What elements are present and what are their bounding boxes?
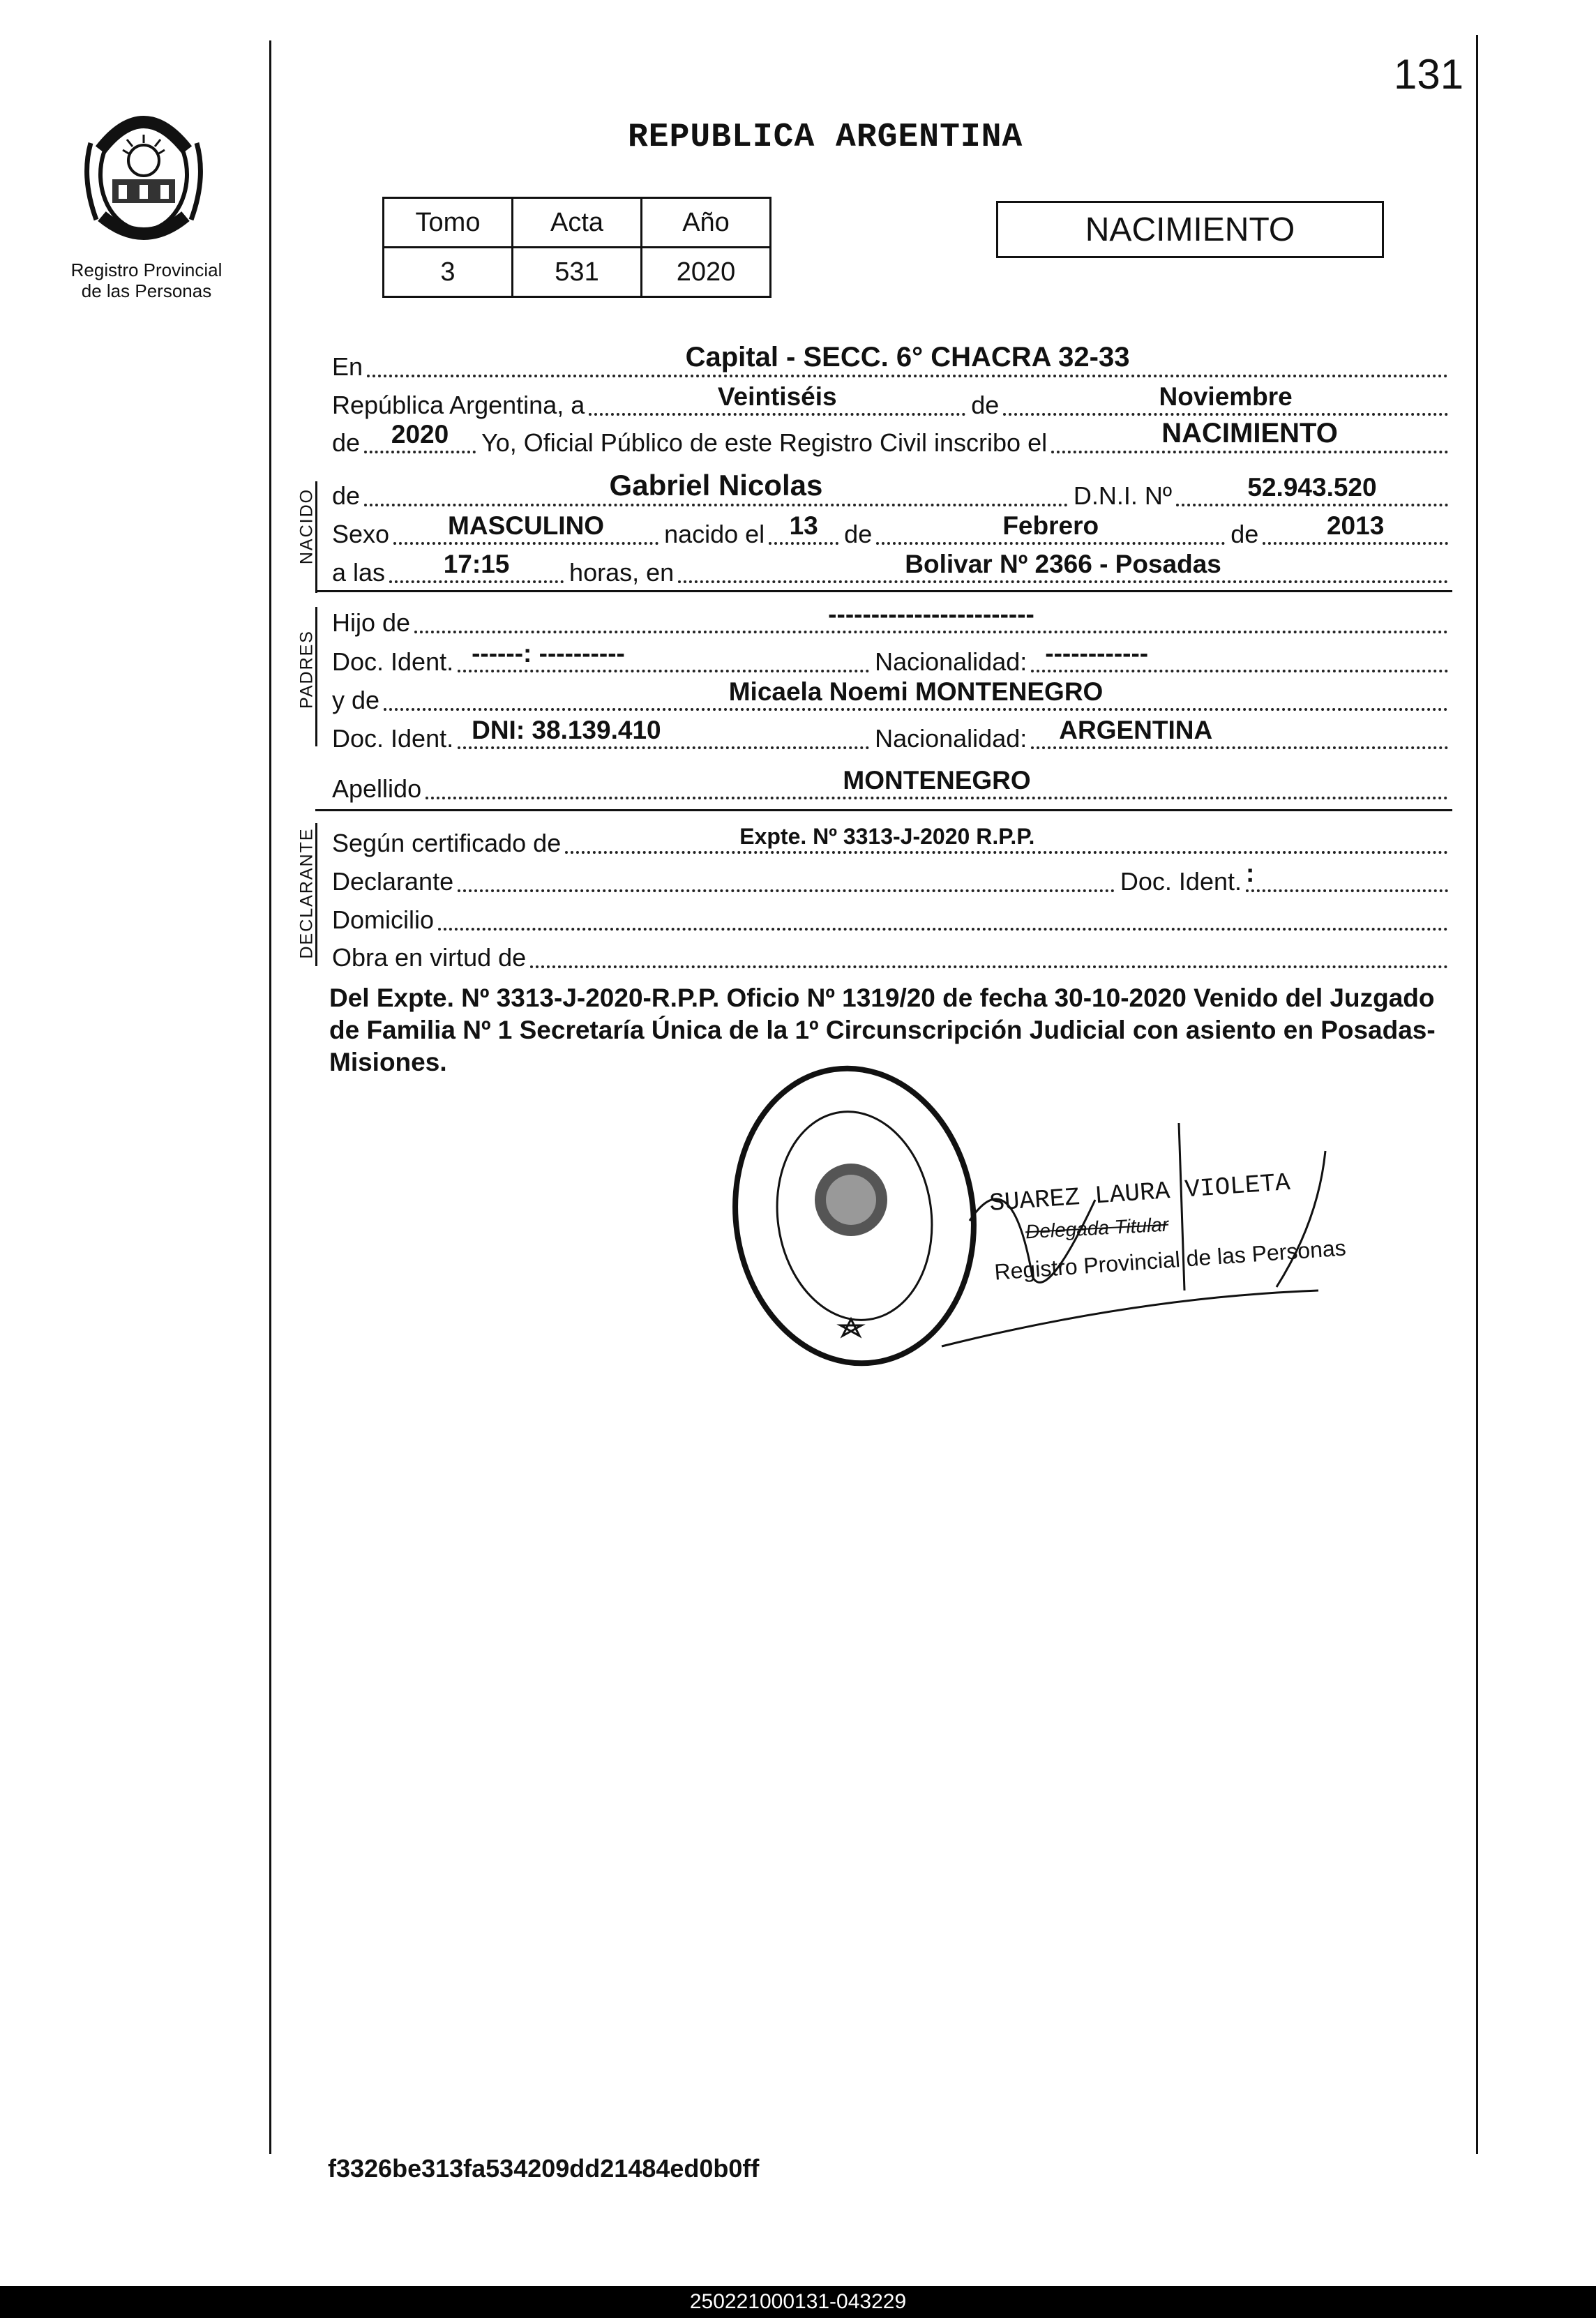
marginal-note: Del Expte. Nº 3313-J-2020-R.P.P. Oficio Nº 1319/20 de fecha 30-10-2020 Venido del Juzgado de Familia Nº 1 Secretaría Única de la 1º Circunscripción Judicial con asiento en Posadas-Misiones. xyxy=(329,984,1436,1076)
apellido-field xyxy=(426,766,1448,799)
anio-value: 2020 xyxy=(642,248,771,297)
madre-doc-field xyxy=(458,718,869,749)
lugar-nac-field xyxy=(678,552,1448,583)
act-type-box: NACIMIENTO xyxy=(996,201,1384,258)
dia-nac-value: 13 xyxy=(789,511,818,540)
inscribo-field xyxy=(1051,418,1448,453)
padres-side-label: PADRES xyxy=(296,630,317,709)
apellido-divider xyxy=(315,809,1452,811)
lugar-nac-value: Bolivar Nº 2366 - Posadas xyxy=(905,550,1221,578)
nacido-divider xyxy=(315,590,1452,592)
nombre-field xyxy=(364,469,1068,506)
padre-nac-value: ------------ xyxy=(1045,639,1149,668)
document-hash: f3326be313fa534209dd21484ed0b0ff xyxy=(328,2154,760,2183)
right-margin-line xyxy=(1476,35,1478,2154)
row-declarante xyxy=(332,860,1448,896)
madre-field xyxy=(384,677,1448,711)
row-nombre xyxy=(332,469,1448,511)
dni-label: D.N.I. Nº xyxy=(1073,481,1172,510)
madre-nac-value: ARGENTINA xyxy=(1059,716,1213,744)
row-republica xyxy=(332,384,1448,420)
segun-field xyxy=(565,823,1448,854)
mes-value: Noviembre xyxy=(1159,382,1293,411)
row-segun xyxy=(332,822,1448,858)
signer-name: SUAREZ LAURA VIOLETA xyxy=(988,1168,1291,1219)
republica-label: República Argentina, a xyxy=(332,391,585,419)
apellido-value: MONTENEGRO xyxy=(843,766,1031,795)
sexo-value: MASCULINO xyxy=(448,511,605,540)
mes-field xyxy=(1003,382,1448,416)
padre-value: ------------------------ xyxy=(828,600,1034,629)
tomo-header: Tomo xyxy=(384,198,513,248)
issuer-name-line1: Registro Provincial xyxy=(70,259,223,280)
decl-doc-value: : xyxy=(1246,859,1255,887)
reference-table xyxy=(382,197,771,298)
anio-nac-field xyxy=(1263,511,1448,545)
domicilio-field xyxy=(438,900,1448,931)
padre-field xyxy=(414,600,1448,633)
nacido-el-label: nacido el xyxy=(664,520,765,548)
nacido-side-label: NACIDO xyxy=(296,488,317,565)
row-y-de xyxy=(332,679,1448,715)
domicilio-label: Domicilio xyxy=(332,905,435,934)
inscribo-value: NACIMIENTO xyxy=(1161,418,1338,449)
mes-nac-field xyxy=(876,511,1225,545)
nac-de-label: de xyxy=(844,520,873,548)
en-label: En xyxy=(332,352,363,381)
segun-label: Según certificado de xyxy=(332,829,562,857)
lugar-value: Capital - SECC. 6° CHACRA 32-33 xyxy=(685,342,1130,372)
signer-org: Registro Provincial de las Personas xyxy=(993,1235,1347,1285)
madre-doc-value: DNI: 38.139.410 xyxy=(472,716,661,744)
declarante-label: Declarante xyxy=(332,867,454,896)
row-apellido xyxy=(332,767,1448,804)
nacido-de-label: de xyxy=(332,481,361,510)
padre-doc-label: Doc. Ident. xyxy=(332,647,454,676)
decl-doc-field xyxy=(1246,861,1448,892)
dia-nac-field xyxy=(769,511,838,545)
padre-doc-field xyxy=(458,639,869,672)
de-label-2: de xyxy=(332,428,361,457)
row-domicilio xyxy=(332,898,1448,935)
dni-value: 52.943.520 xyxy=(1247,473,1377,502)
de-label: de xyxy=(971,391,1000,419)
left-margin-line xyxy=(269,40,271,2154)
a-las-label: a las xyxy=(332,558,386,587)
document-title: REPUBLICA ARGENTINA xyxy=(628,119,1023,156)
hora-value: 17:15 xyxy=(443,550,510,578)
declarante-field xyxy=(458,861,1115,892)
acta-value: 531 xyxy=(513,248,642,297)
acta-header: Acta xyxy=(513,198,642,248)
madre-value: Micaela Noemi MONTENEGRO xyxy=(728,677,1104,706)
row-madre-doc xyxy=(332,717,1448,753)
madre-nac-label: Nacionalidad: xyxy=(875,724,1027,753)
hijo-de-label: Hijo de xyxy=(332,608,411,637)
dia-field xyxy=(589,382,965,416)
obra-field xyxy=(530,938,1448,968)
anio-nac-value: 2013 xyxy=(1326,511,1385,540)
row-anio xyxy=(332,418,1448,458)
decl-doc-label: Doc. Ident. xyxy=(1120,867,1242,896)
province-emblem xyxy=(81,101,206,251)
apellido-label: Apellido xyxy=(332,774,422,803)
row-en xyxy=(332,342,1448,382)
row-hora xyxy=(332,551,1448,587)
row-hijo-de xyxy=(332,601,1448,638)
padre-doc-value: ------: ---------- xyxy=(472,639,625,668)
declarante-side-label: DECLARANTE xyxy=(296,827,317,959)
mes-nac-value: Febrero xyxy=(1002,511,1099,540)
page-number: 131 xyxy=(1394,51,1464,98)
horas-en-label: horas, en xyxy=(569,558,675,587)
row-padre-doc xyxy=(332,640,1448,677)
yo-text: Yo, Oficial Público de este Registro Civil inscribo el xyxy=(481,428,1048,457)
lugar-field xyxy=(367,342,1448,377)
segun-value: Expte. Nº 3313-J-2020 R.P.P. xyxy=(739,824,1035,849)
row-sexo xyxy=(332,513,1448,549)
dni-field xyxy=(1176,473,1448,506)
anio-field xyxy=(364,420,476,453)
signer-role: Delegada Titular xyxy=(1025,1213,1169,1243)
madre-nac-field xyxy=(1031,718,1448,749)
issuer-name-line2: de las Personas xyxy=(81,280,212,301)
dia-value: Veintiséis xyxy=(717,382,837,411)
sexo-field xyxy=(393,511,658,545)
row-obra xyxy=(332,936,1448,972)
anio-header: Año xyxy=(642,198,771,248)
sexo-label: Sexo xyxy=(332,520,390,548)
bottom-id-bar: 250221000131-043229 xyxy=(0,2286,1596,2318)
madre-doc-label: Doc. Ident. xyxy=(332,724,454,753)
y-de-label: y de xyxy=(332,686,380,714)
hora-field xyxy=(389,552,564,583)
padre-nac-field xyxy=(1031,639,1448,672)
obra-label: Obra en virtud de xyxy=(332,943,527,972)
tomo-value: 3 xyxy=(384,248,513,297)
anio-value: 2020 xyxy=(391,420,449,449)
nac-de-label-2: de xyxy=(1230,520,1259,548)
padre-nac-label: Nacionalidad: xyxy=(875,647,1027,676)
nombre-value: Gabriel Nicolas xyxy=(609,469,823,502)
